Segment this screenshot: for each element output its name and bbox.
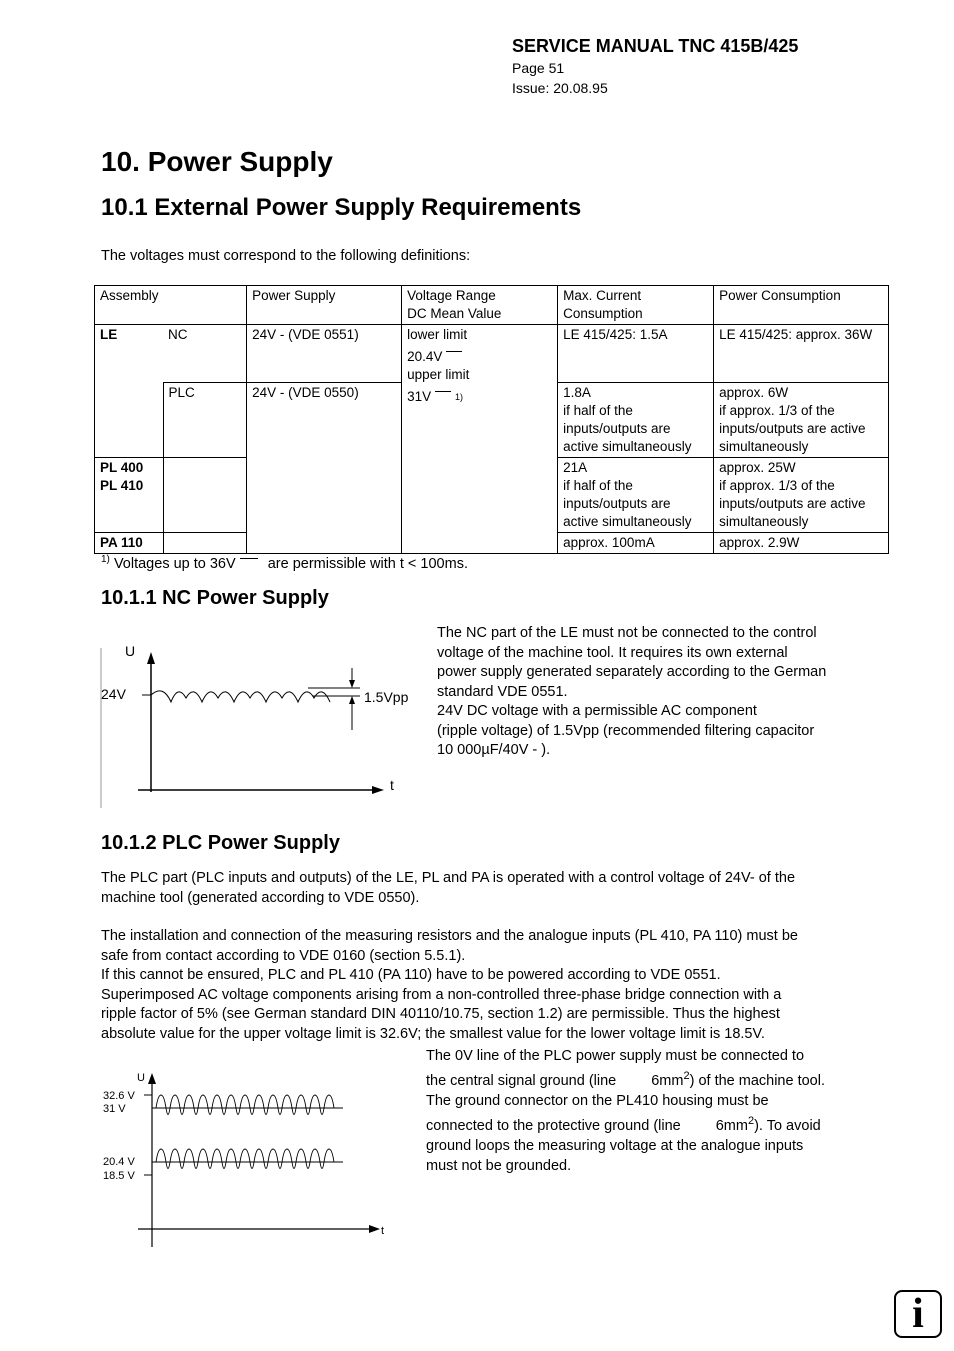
header-power-supply: Power Supply: [247, 286, 402, 325]
u-label: U: [125, 643, 136, 659]
table-row: [95, 325, 889, 383]
v31-label: 31 V: [103, 1103, 126, 1115]
v326-label: 32.6 V: [103, 1090, 135, 1102]
table-header-row: [95, 286, 889, 325]
plc-voltage-graph: [100, 1065, 400, 1250]
power-pa: approx. 2.9W: [714, 533, 889, 554]
intro-text: The voltages must correspond to the following definitions:: [101, 248, 471, 264]
requirements-table: [94, 285, 889, 554]
plc-heading: 10.1.2 PLC Power Supply: [101, 832, 340, 854]
issue-date: Issue: 20.08.95: [512, 80, 608, 96]
supply-shared: [247, 458, 402, 554]
assembly-pl-blank: [163, 458, 247, 533]
u-axis-arrow: [148, 1073, 156, 1084]
table-footnote: $^{1)}$ Voltages up to 36V are permissible with t < 100ms.: [101, 554, 468, 572]
assembly-le: LE: [95, 325, 164, 383]
info-icon[interactable]: i: [894, 1290, 942, 1338]
lower-waveform: [156, 1149, 334, 1169]
ripple-label: 1.5Vpp: [364, 689, 409, 705]
v24-label: 24V: [101, 686, 126, 702]
t-axis-arrow: [372, 786, 384, 794]
current-pl: 21A if half of the inputs/outputs are active simultaneously: [558, 458, 714, 533]
header-power-consumption: Power Consumption: [714, 286, 889, 325]
assembly-pl: PL 400 PL 410: [95, 458, 164, 533]
header-max-current: Max. Current Consumption: [558, 286, 714, 325]
current-le: LE 415/425: 1.5A: [558, 325, 714, 383]
t-label: t: [390, 777, 394, 793]
power-plc: approx. 6W if approx. 1/3 of the inputs/outputs are active simultaneously: [714, 383, 889, 458]
current-pa: approx. 100mA: [558, 533, 714, 554]
voltage-range-cell: lower limit 20.4V upper limit 31V $^{1)}$: [402, 325, 558, 554]
assembly-plc: PLC: [163, 383, 247, 458]
manual-title: SERVICE MANUAL TNC 415B/425: [512, 36, 799, 56]
v185-label: 18.5 V: [103, 1170, 135, 1182]
nc-description: The NC part of the LE must not be connected to the control voltage of the machine tool. It requires its own external power supply generated separately according to the German standard VDE 0551. 24V DC voltage with a permissible AC component (ripple voltage) of 1.5Vpp (recommended filtering capacitor 10 000µF/40V - ).: [437, 625, 827, 758]
upper-waveform: [156, 1095, 334, 1115]
u-axis-arrow: [147, 652, 155, 664]
supply-plc: 24V - (VDE 0550): [247, 383, 402, 458]
plc-grounding-text: The 0V line of the PLC power supply must be connected to the central signal ground (line $6mm^2$) of the machine tool. The ground connector on the PL410 housing must be connected to the protective ground (line $6mm^2$). To avoid ground loops the measuring voltage at the analogue inputs must not be grounded.: [426, 1048, 826, 1174]
assembly-pa: PA 110: [95, 533, 164, 554]
t-label: t: [381, 1225, 385, 1237]
header-assembly: Assembly: [95, 286, 247, 325]
power-pl: approx. 25W if approx. 1/3 of the inputs/outputs are active simultaneously: [714, 458, 889, 533]
power-le: LE 415/425: approx. 36W: [714, 325, 889, 383]
nc-ripple-graph: [98, 640, 423, 810]
page-number: Page 51: [512, 60, 565, 76]
header-voltage-range: Voltage Range DC Mean Value: [402, 286, 558, 325]
current-plc: 1.8A if half of the inputs/outputs are active simultaneously: [558, 383, 714, 458]
assembly-le-cont: [95, 383, 164, 458]
assembly-nc: NC: [163, 325, 247, 383]
chapter-heading: 10. Power Supply: [101, 146, 333, 177]
ripple-waveform: [151, 691, 330, 702]
u-label: U: [137, 1072, 145, 1084]
plc-paragraph-1: The PLC part (PLC inputs and outputs) of the LE, PL and PA is operated with a control voltage of 24V- of the machine tool (generated according to VDE 0550).: [101, 870, 796, 906]
plc-paragraph-2: The installation and connection of the measuring resistors and the analogue inputs (PL 410, PA 110) must be safe from contact according to VDE 0160 (section 5.5.1). If this cannot be ensured, PLC and PL 410 (PA 110) have to be powered according to VDE 0551. Superimposed AC voltage components arising from a non-controlled three-phase bridge connection with a ripple factor of 5% (see German standard DIN 40110/10.75, section 1.2) are permissible. Thus the highest absolute value for the upper voltage limit is 32.6V; the smallest value for the lower voltage limit is 18.5V.: [101, 928, 798, 1042]
supply-nc: 24V - (VDE 0551): [247, 325, 402, 383]
t-axis-arrow: [369, 1225, 380, 1233]
section-heading: 10.1 External Power Supply Requirements: [101, 194, 582, 221]
v204-label: 20.4 V: [103, 1156, 135, 1168]
nc-heading: 10.1.1 NC Power Supply: [101, 587, 329, 609]
